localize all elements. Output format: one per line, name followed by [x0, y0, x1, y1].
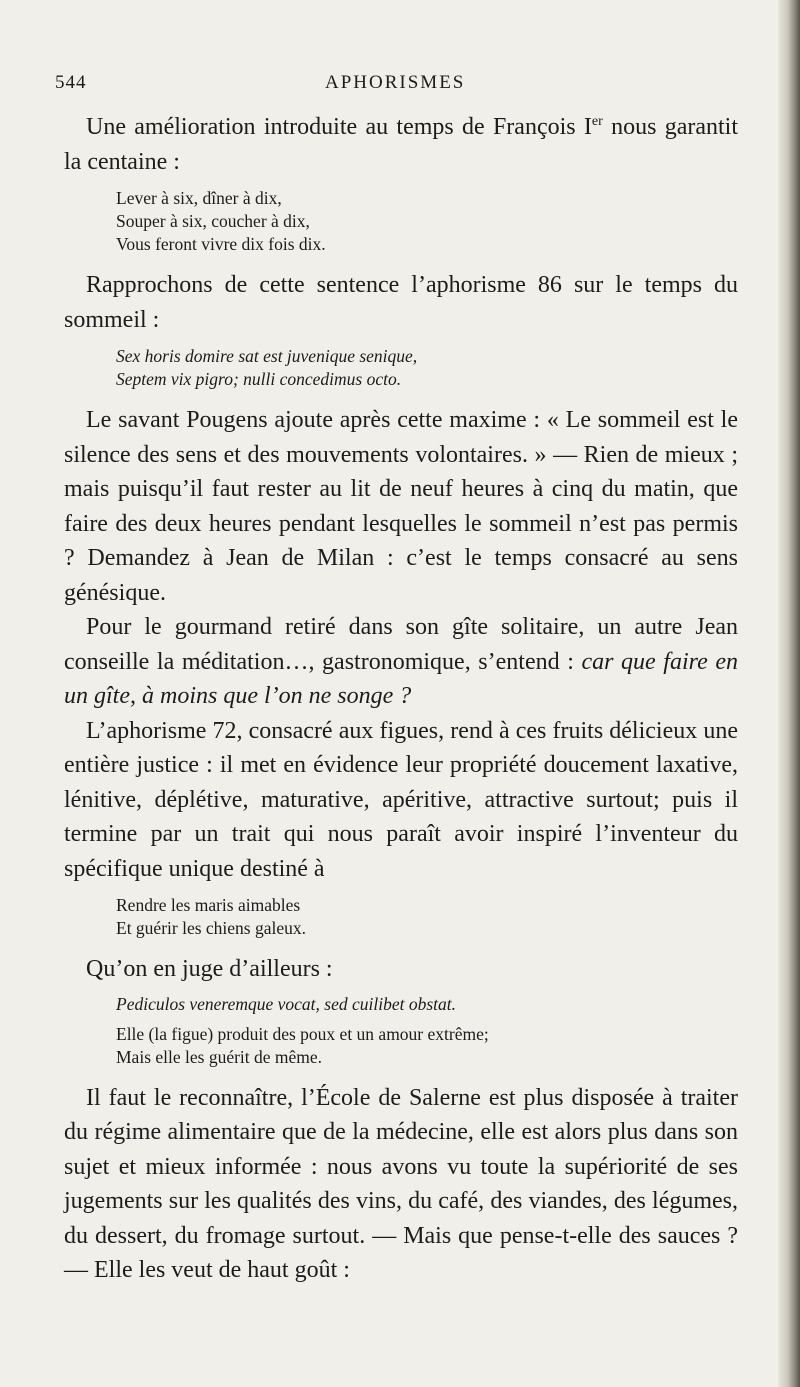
- verse-line: Et guérir les chiens galeux.: [116, 918, 307, 938]
- verse-line-latin: Pediculos veneremque vocat, sed cuilibet obstat.: [116, 993, 457, 1014]
- paragraph-gourmand-text: Pour le gourmand retiré dans son gîte solitaire, un autre Jean conseille la méditation…, gastronomique, s’entend :: [64, 614, 738, 675]
- paragraph-gourmand-quote: car que faire en un gîte, à moins que l’on ne songe ?: [64, 648, 738, 709]
- paragraph-pougens: Le savant Pougens ajoute après cette maxime : « Le sommeil est le silence des sens et des mouvements volontaires. » — Rien de mieux ; mais puisqu’il faut rester au lit de neuf heures à cinq du matin, que faire des deux heures pendant lesquelles le sommeil n’est pas permis ? Demandez à Jean de Milan : c’est le temps consacré au sens génésique.: [64, 407, 738, 606]
- body-text: [64, 110, 738, 1288]
- paragraph-salerno: Il faut le reconnaître, l’École de Salerne est plus disposée à traiter du régime alimentaire que de la médecine, elle est alors plus dans son sujet et mieux informée : nous avons vu toute la supériorité de ses jugements sur les qualités des vins, du café, des viandes, des légumes, du dessert, du fromage surtout. — Mais que pense-t-elle des sauces ? — Elle les veut de haut goût :: [64, 1084, 738, 1283]
- paragraph-intro-text: Une amélioration introduite au temps de François I: [86, 114, 592, 140]
- paragraph-intro: [64, 110, 738, 179]
- superscript: er: [591, 114, 603, 129]
- verse-figs: [116, 894, 738, 940]
- verse-proverb: [116, 187, 738, 256]
- page-number: 544: [55, 72, 87, 93]
- page-edge-shadow: [778, 0, 800, 1387]
- verse-line: Rendre les maris aimables: [116, 895, 301, 915]
- verse-line: Elle (la figue) produit des poux et un amour extrême;: [116, 1023, 489, 1044]
- verse-line: Souper à six, coucher à dix,: [116, 211, 310, 231]
- paragraph-sleep: Rapprochons de cette sentence l’aphorisme 86 sur le temps du sommeil :: [64, 272, 738, 333]
- running-title: APHORISMES: [325, 72, 466, 93]
- paragraph-gourmand: [64, 610, 738, 714]
- running-head: [55, 72, 745, 102]
- paragraph-judge: Qu’on en juge d’ailleurs :: [86, 956, 333, 982]
- verse-line: Vous feront vivre dix fois dix.: [116, 234, 326, 254]
- verse-line: Septem vix pigro; nulli concedimus octo.: [116, 369, 402, 389]
- verse-line: Mais elle les guérit de même.: [116, 1046, 323, 1067]
- verse-latin-figs: [116, 993, 738, 1069]
- paragraph-figs: L’aphorisme 72, consacré aux figues, rend à ces fruits délicieux une entière justice : il met en évidence leur propriété doucement laxative, lénitive, déplétive, maturative, apéritive, attractive surtout; puis il termine par un trait qui nous paraît avoir inspiré l’inventeur du spécifique unique destiné à: [64, 717, 738, 882]
- verse-line: Sex horis domire sat est juvenique senique,: [116, 346, 418, 366]
- verse-latin-sleep: [116, 345, 738, 391]
- verse-line: Lever à six, dîner à dix,: [116, 188, 282, 208]
- paragraph-intro-text-end: nous garantit la centaine :: [64, 114, 738, 175]
